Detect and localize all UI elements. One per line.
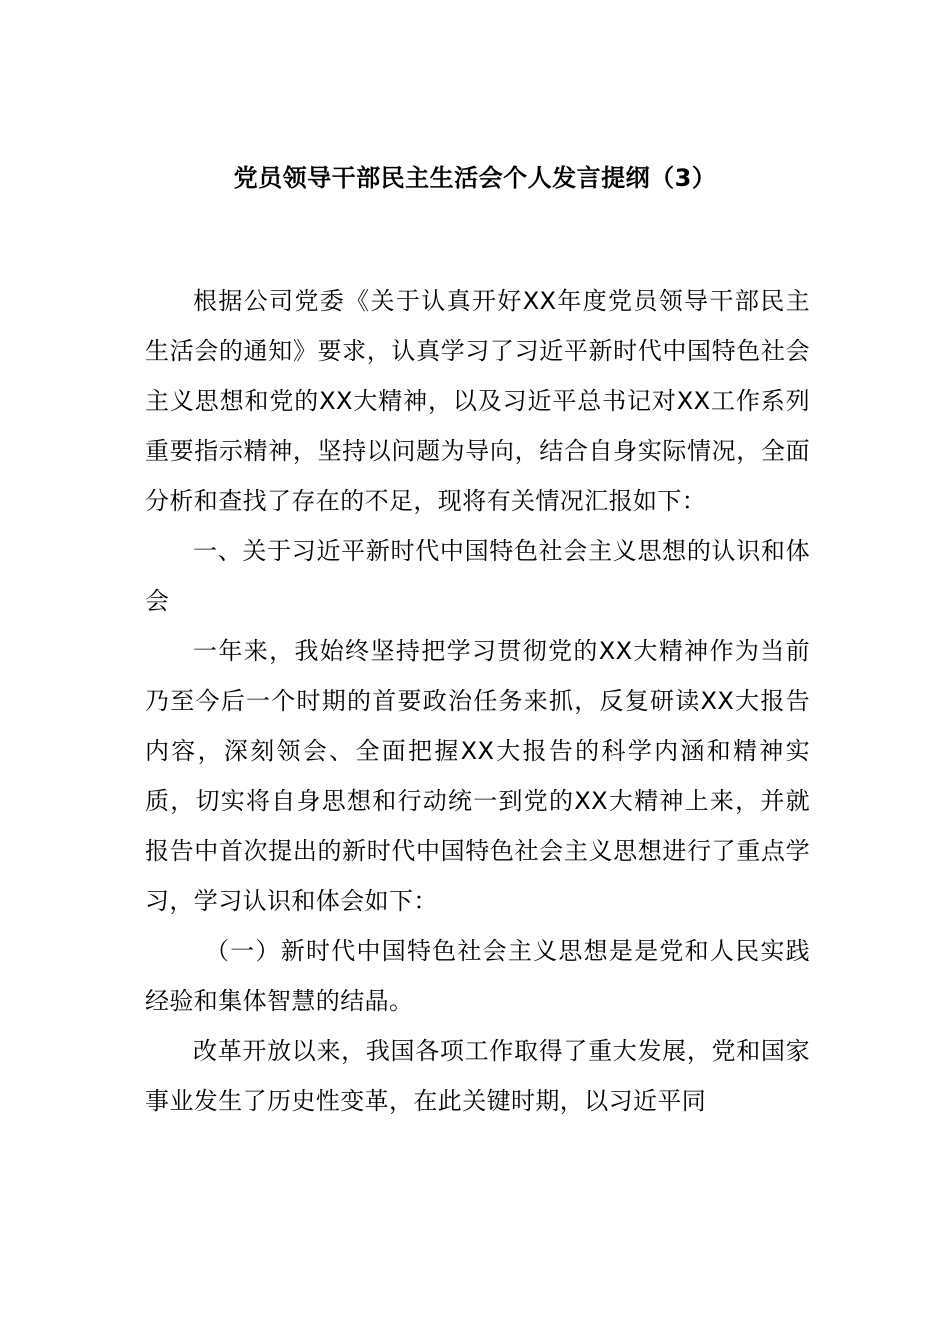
section-heading-1: 一、关于习近平新时代中国特色社会主义思想的认识和体会 — [145, 537, 810, 615]
document-title: 党员领导干部民主生活会个人发言提纲（3） — [233, 164, 717, 192]
document-body — [145, 276, 810, 1126]
paragraph-reform: 改革开放以来，我国各项工作取得了重大发展，党和国家事业发生了历史性变革，在此关键时期，以习近平同 — [145, 1037, 810, 1115]
paragraph-intro: 根据公司党委《关于认真开好XX年度党员领导干部民主生活会的通知》要求，认真学习了习近平新时代中国特色社会主义思想和党的XX大精神，以及习近平总书记对XX工作系列重要指示精神，坚持以问题为导向，结合自身实际情况，全面分析和查找了存在的不足，现将有关情况汇报如下： — [145, 287, 810, 515]
subsection-heading-1: （一）新时代中国特色社会主义思想是是党和人民实践经验和集体智慧的结晶。 — [145, 937, 810, 1015]
paragraph-study-summary: 一年来，我始终坚持把学习贯彻党的XX大精神作为当前乃至今后一个时期的首要政治任务来抓，反复研读XX大报告内容，深刻领会、全面把握XX大报告的科学内涵和精神实质，切实将自身思想和行动统一到党的XX大精神上来，并就报告中首次提出的新时代中国特色社会主义思想进行了重点学习，学习认识和体会如下： — [145, 637, 810, 915]
